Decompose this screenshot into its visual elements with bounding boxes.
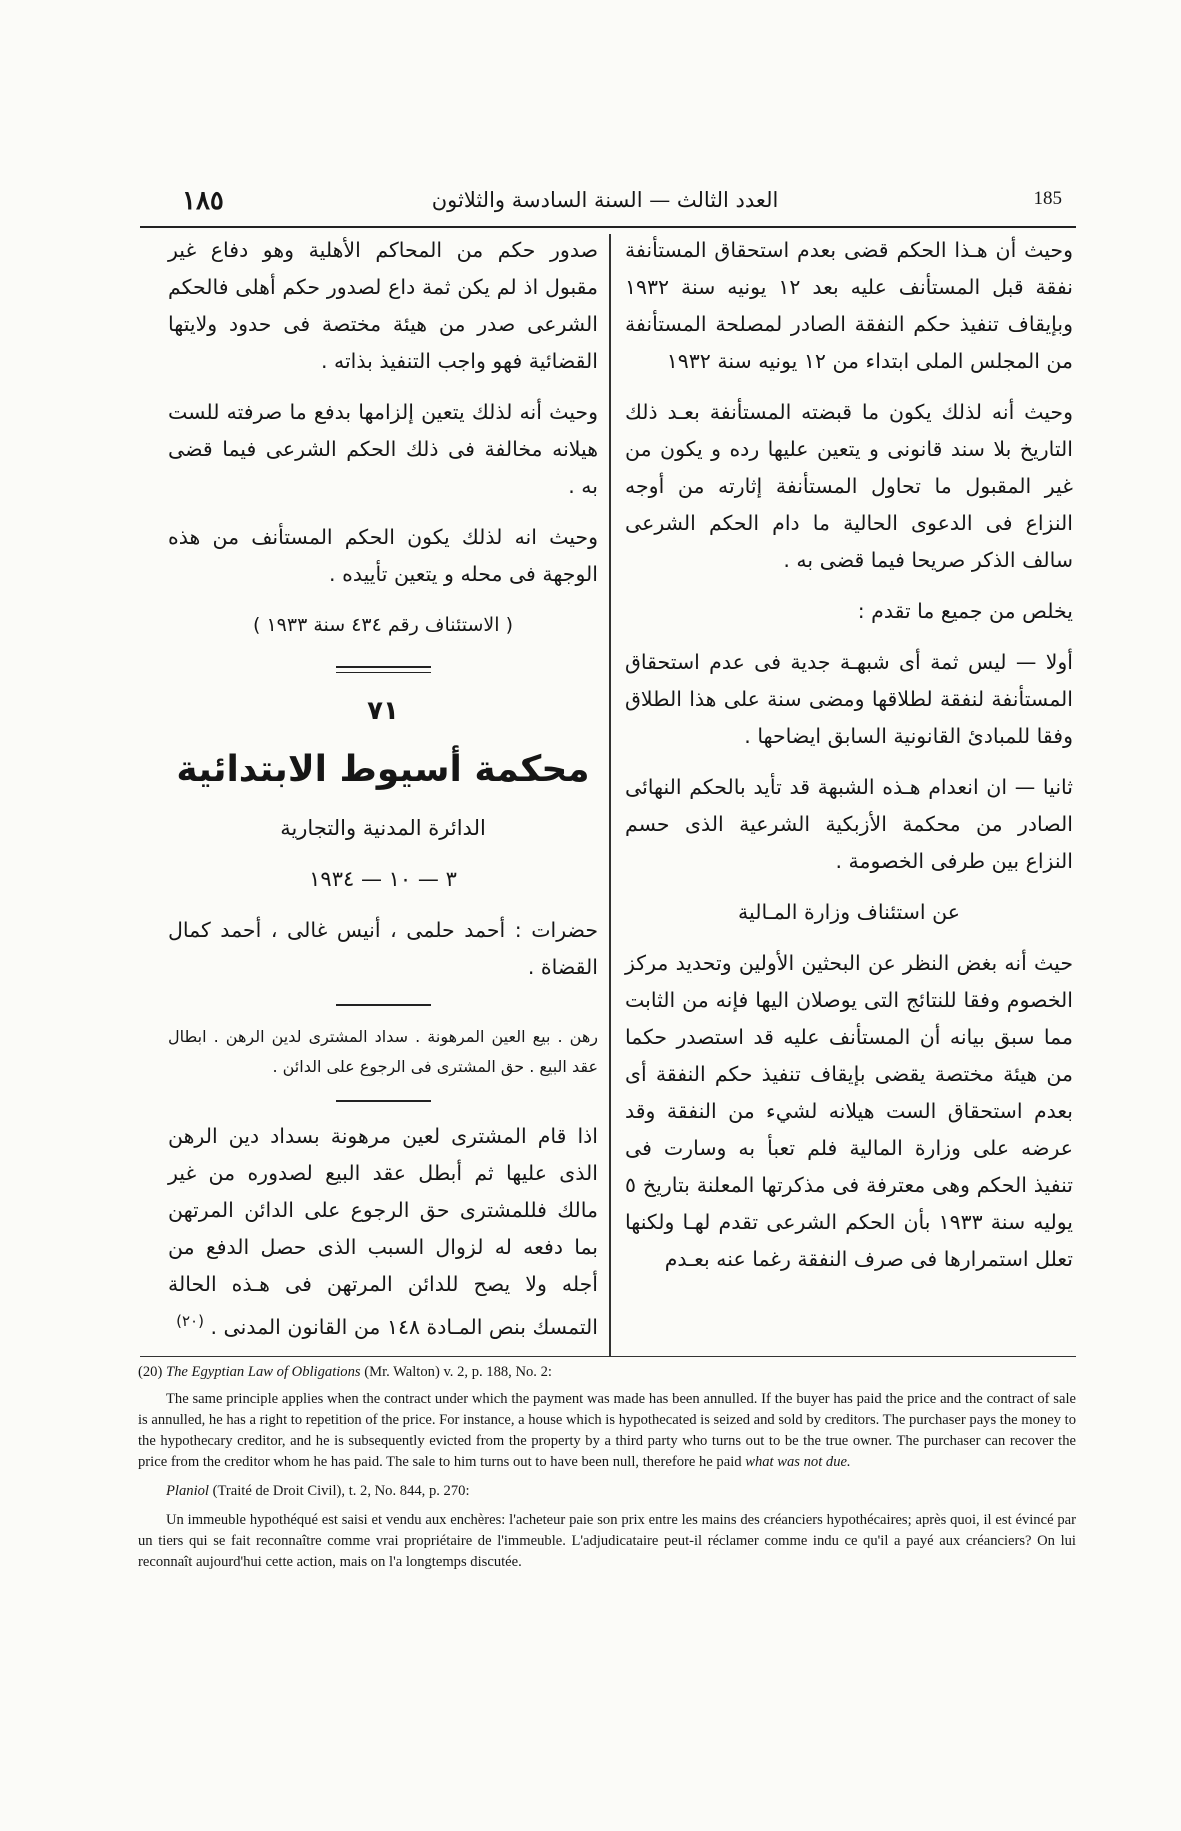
footnote-body-italic: what was not due. — [745, 1454, 851, 1470]
divider — [336, 1004, 431, 1006]
footnote-label: (20) — [138, 1364, 163, 1380]
footnote-text: Un immeuble hypothéqué est saisi et vendu aux enchères: l'acheteur paie son prix entre les mains des créanciers hypothécaires; après quoi, il est évincé par un tiers qui se fait reconnaître comme vrai propriétaire de l'immeuble. L'adjudicataire peut-il réclamer comme indu ce qu'il a payé aux créanciers? On lui reconnaît aujourd'hui cette action, mais on l'a longtemps discutée. — [138, 1512, 1076, 1570]
footnote-author: Planiol — [166, 1483, 209, 1499]
paragraph: ثانيا — ان انعدام هـذه الشبهة قد تأيد بالحكم النهائى الصادر من محكمة الأزبكية الشرعية الذى حسم النزاع بين طرفى الخصومة . — [625, 775, 1073, 873]
footnote-marker: (٢٠) — [176, 1312, 204, 1330]
case-number: ٧١ — [367, 696, 399, 726]
page-number-arabic: ١٨٥ — [182, 186, 224, 216]
footnote-source-title: The Egyptian Law of Obligations — [165, 1364, 361, 1380]
running-title: العدد الثالث — السنة السادسة والثلاثون — [431, 188, 779, 212]
footnote-source-detail: (Traité de Droit Civil), t. 2, No. 844, p. 270: — [212, 1483, 470, 1499]
court-circuit: الدائرة المدنية والتجارية — [280, 816, 486, 840]
page-header — [140, 186, 1070, 220]
footnote-text — [138, 1389, 1076, 1473]
judgment-date: ٣ — ١٠ — ١٩٣٤ — [309, 867, 457, 891]
summary-text: اذا قام المشترى لعين مرهونة بسداد دين الرهن الذى عليها ثم أبطل عقد البيع لصدوره من غير مالك فللمشترى حق الرجوع على الدائن المرتهن بما دفعه له لزوال السبب الذى حصل الدفع من أجله ولا يصح للدائن المرتهن فى هـذه الحالة التمسك بنص المـادة ١٤٨ من القانون المدنى . — [168, 1124, 598, 1339]
footnotes — [138, 1362, 1076, 1573]
section-heading: عن استئناف وزارة المـالية — [738, 900, 960, 924]
footnote-rule — [140, 1356, 1076, 1357]
footnote-source-detail: (Mr. Walton) v. 2, p. 188, No. 2: — [364, 1364, 552, 1380]
footnote-reference — [138, 1362, 1076, 1383]
right-column — [625, 232, 1073, 1352]
paragraph: صدور حكم من المحاكم الأهلية وهو دفاع غير مقبول اذ لم يكن ثمة داع لصدور حكم أهلى فالحكم الشرعى صدر من هيئة مختصة فى حدود ولايتها القضائية فهو واجب التنفيذ بذاته . — [168, 238, 598, 373]
divider — [336, 1100, 431, 1102]
court-name: محكمة أسيوط الابتدائية — [176, 749, 590, 790]
keywords: رهن . بيع العين المرهونة . سداد المشترى لدين الرهن . ابطال عقد البيع . حق المشترى فى الرجوع على الدائن . — [168, 1027, 598, 1076]
paragraph: وحيث أنه لذلك يكون ما قبضته المستأنفة بعـد ذلك التاريخ بلا سند قانونى و يتعين عليها رده و يكون من غير المقبول ما تحاول المستأنفة إثارته من أوجه النزاع فى الدعوى الحالية ما دام الحكم الشرعى سالف الذكر صريحا فيما قضى به . — [625, 400, 1073, 572]
paragraph: وحيث انه لذلك يكون الحكم المستأنف من هذه الوجهة فى محله و يتعين تأييده . — [168, 525, 598, 586]
paragraph: وحيث أن هـذا الحكم قضى بعدم استحقاق المستأنفة نفقة قبل المستأنف عليه بعد ١٢ يونيه سنة ١٩٣٢ وبإيقاف تنفيذ حكم النفقة الصادر لمصلحة المستأنفة من المجلس الملى ابتداء من ١٢ يونيه سنة ١٩٣٢ — [625, 238, 1073, 373]
header-rule — [140, 226, 1076, 228]
summary-paragraph — [168, 1118, 598, 1346]
footnote-reference — [138, 1481, 1076, 1502]
footnote-body: The same principle applies when the contract under which the payment was made has been annulled. If the buyer has paid the price and the contract of sale is annulled, he has a right to repetition of the price. For instance, a house which is hypothecated is seized and sold by creditors. The purchaser pays the money to the hypothecary creditor, and he is subsequently evicted from the property by a third party who turns out to be the true owner. The purchaser can recover the price from the creditor whom he has paid. The sale to him turns out to have been null, therefore he paid — [138, 1391, 1076, 1470]
column-divider — [609, 234, 611, 1356]
left-column — [168, 232, 598, 1352]
paragraph: يخلص من جميع ما تقدم : — [857, 599, 1073, 623]
paragraph: حيث أنه بغض النظر عن البحثين الأولين وتحديد مركز الخصوم وفقا للنتائج التى يوصلان اليها فإنه من الثابت مما سبق بيانه أن المستأنف عليه قد استصدر حكما من هيئة مختصة يقضى بإيقاف تنفيذ حكم النفقة أى بعدم استحقاق الست هيلانه لشيء من النفقة وقد عرضه على وزارة المالية فلم تعبأ به وسارت فى تنفيذ الحكم وهى معترفة فى مذكرتها المعلنة بتاريخ ٥ يوليه سنة ١٩٣٣ بأن الحكم الشرعى تقدم لهـا ولكنها تعلل استمرارها فى صرف النفقة رغما عنه بعـدم — [625, 951, 1073, 1271]
appeal-reference: ( الاستئناف رقم ٤٣٤ سنة ١٩٣٣ ) — [253, 614, 513, 636]
paragraph: وحيث أنه لذلك يتعين إلزامها بدفع ما صرفته للست هيلانه مخالفة فى ذلك الحكم الشرعى فيما قضى به . — [168, 400, 598, 498]
judges-list: حضرات : أحمد حلمى ، أنيس غالى ، أحمد كمال القضاة . — [168, 918, 598, 979]
page-number-latin: 185 — [1033, 188, 1062, 209]
section-divider — [336, 666, 431, 673]
paragraph: أولا — ليس ثمة أى شبهـة جدية فى عدم استحقاق المستأنفة لنفقة لطلاقها ومضى سنة على هذا الطلاق وفقا للمبادئ القانونية السابق ايضاحها . — [625, 650, 1073, 748]
